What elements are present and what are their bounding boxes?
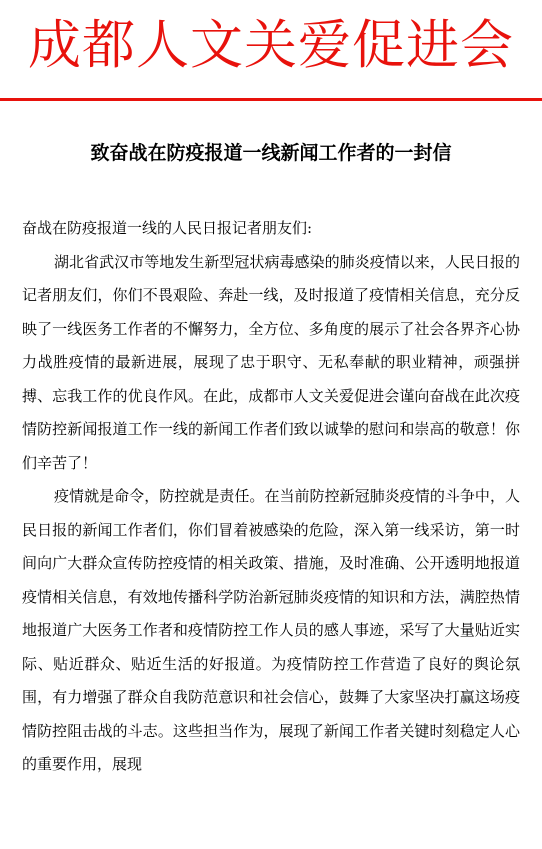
body-paragraph: 疫情就是命令，防控就是责任。在当前防控新冠肺炎疫情的斗争中，人民日报的新闻工作者们，你们冒着被感染的危险，深入第一线采访，第一时间向广大群众宣传防控疫情的相关政策、措施，及时准确、公开透明地报道疫情相关信息，有效地传播科学防治新冠肺炎疫情的知识和方法，满腔热情地报道广大医务工作者和疫情防控工作人员的感人事迹，采写了大量贴近实际、贴近群众、贴近生活的好报道。为疫情防控工作营造了良好的舆论氛围，有力增强了群众自我防范意识和社会信心，鼓舞了大家坚决打赢这场疫情防控阻击战的斗志。这些担当作为，展现了新闻工作者关键时刻稳定人心的重要作用，展现 — [22, 487, 520, 773]
body-paragraph: 湖北省武汉市等地发生新型冠状病毒感染的肺炎疫情以来，人民日报的记者朋友们，你们不畏艰险、奔赴一线，及时报道了疫情相关信息，充分反映了一线医务工作者的不懈努力，全方位、多角度的展示了社会各界齐心协力战胜疫情的最新进展，展现了忠于职守、无私奉献的职业精神，顽强拼搏、忘我工作的优良作风。在此，成都市人文关爱促进会谨向奋战在此次疫情防控新闻报道工作一线的新闻工作者们致以诚挚的慰问和崇高的敬意！你们辛苦了！ — [22, 252, 520, 472]
letter-title: 致奋战在防疫报道一线新闻工作者的一封信 — [90, 142, 452, 164]
salutation: 奋战在防疫报道一线的人民日报记者朋友们: — [22, 219, 313, 237]
letterhead — [0, 0, 542, 100]
letter-body — [22, 212, 520, 782]
organization-name: 成都人文关爱促进会 — [28, 15, 514, 76]
letterhead-red-rule — [0, 98, 542, 101]
